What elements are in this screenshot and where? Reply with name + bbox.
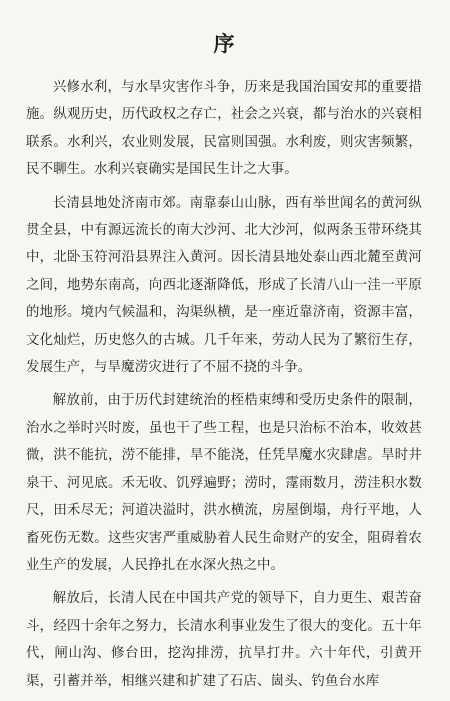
paragraph-3: 解放前，由于历代封建统治的桎梏束缚和受历史条件的限制，治水之举时兴时废，虽也干了些工程，也是只治标不治本，收效甚微，洪不能抗，涝不能排，旱不能浇，任凭旱魔水灾肆虐。旱时井泉干、河见底。禾无收、饥殍遍野；涝时，霪雨数月，涝洼积水数尺，田禾尽无；河道决溢时，洪水横流，房屋倒塌，舟行平地，人畜死伤无数。这些灾害严重威胁着人民生命财产的安全，阻碍着农业生产的发展，人民挣扎在水深火热之中。 xyxy=(26,393,422,573)
document-body xyxy=(26,74,422,701)
paragraph-1: 兴修水利，与水旱灾害作斗争，历来是我国治国安邦的重要措施。纵观历史，历代政权之存亡，社会之兴衰，都与治水的兴衰相联系。水利兴，农业则发展，民富则国强。水利废，则灾害频繁，民不聊生。水利兴衰确实是国民生计之大事。 xyxy=(26,80,422,178)
paragraph-2: 长清县地处济南市郊。南靠泰山山脉，西有举世闻名的黄河纵贯全县，中有源远流长的南大沙河、北大沙河，似两条玉带环绕其中，北卧玉符河沿县界注入黄河。因长清县地处泰山西北麓至黄河之间，地势东南高，向西北逐渐降低，形成了长清八山一洼一平原的地形。境内气候温和，沟渠纵横，是一座近靠济南，资源丰富，文化灿烂，历史悠久的古城。几千年来，劳动人民为了繁衍生存，发展生产，与旱魔涝灾进行了不屈不挠的斗争。 xyxy=(26,195,422,376)
paragraph-4: 解放后，长清人民在中国共产党的领导下，自力更生、艰苦奋斗，经四十余年之努力，长清水利事业发生了很大的变化。五十年代，闸山沟、修台田，挖沟排涝，抗旱打井。六十年代，引黄开渠，引蓄并举，相继兴建和扩建了石店、崮头、钓鱼台水库 xyxy=(26,591,422,689)
page-title: 序 xyxy=(213,31,237,56)
